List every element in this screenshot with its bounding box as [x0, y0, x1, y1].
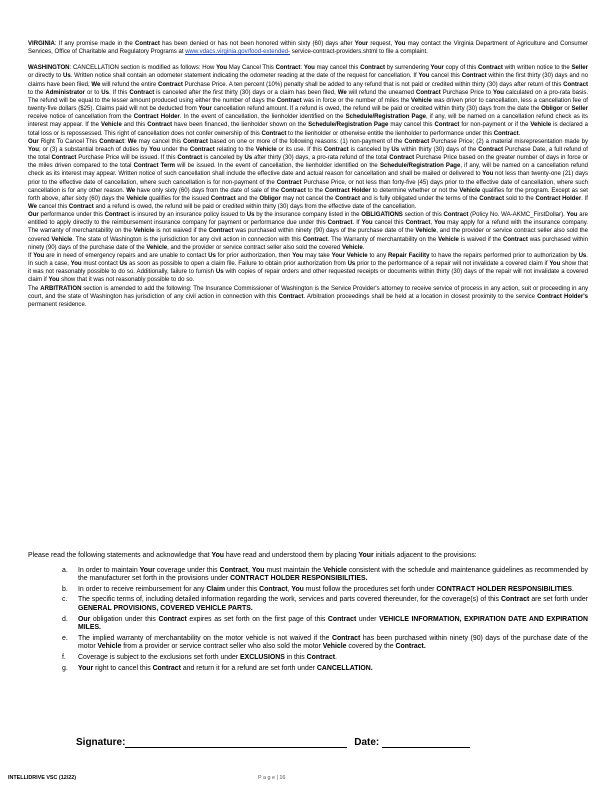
- text-run: was purchased within ninety (90) days of the purchase date of the: [233, 228, 416, 235]
- text-run: initials adjacent to the provisions:: [373, 552, 477, 559]
- text-run: must follow the procedures set forth under: [303, 585, 437, 593]
- text-run: .: [518, 130, 521, 137]
- text-run: Vehicle: [133, 228, 155, 235]
- text-run: Contract: [443, 212, 469, 219]
- text-run: cancel this: [36, 203, 69, 210]
- text-run: The: [28, 285, 41, 292]
- footer-form-id: INTELLIDRIVE VSC (12/22): [8, 775, 76, 781]
- text-run: are in need of emergency repairs and are unable to contact: [44, 252, 209, 259]
- text-run: will refund the unearned: [346, 89, 416, 96]
- text-run: Vehicle: [146, 244, 168, 251]
- text-run: , and the provider or service contract seller also sold the covered: [28, 228, 588, 243]
- text-run: sold to the: [504, 195, 536, 202]
- text-run: . If: [581, 195, 588, 202]
- acknowledgement-item: [28, 567, 588, 584]
- text-run: cancel this: [429, 73, 462, 80]
- text-run: Administrator: [45, 89, 86, 96]
- text-run: Contract: [327, 615, 357, 623]
- text-run: ; or (3) a substantial breach of duties by: [38, 146, 150, 153]
- insurance-paragraph: [28, 211, 588, 252]
- text-run: is not waived if the: [154, 228, 209, 235]
- text-run: must maintain the: [264, 566, 324, 574]
- text-run: is declared a total loss or is repossessed. This right of cancellation does not confer ownership of this: [28, 122, 588, 137]
- text-run: .: [362, 244, 365, 251]
- text-run: prior to the performance of a repair will not invalidate a covered claim if: [355, 261, 550, 268]
- text-run: Vehicle: [101, 122, 122, 129]
- text-run: Your: [78, 664, 94, 672]
- text-run: You: [33, 252, 45, 259]
- text-run: In order to maintain: [78, 566, 140, 574]
- text-run: Contract: [276, 97, 302, 104]
- text-run: Please read the following statements and acknowledge that: [28, 552, 212, 559]
- text-run: qualifies for the issued: [147, 195, 211, 202]
- text-run: Contract: [152, 664, 181, 672]
- text-run: Contract: [415, 89, 441, 96]
- footer-page-number: P a g e | 16: [258, 775, 286, 781]
- text-run: will be issued. In the event of cancellation, the lienholder identified on the: [174, 163, 380, 170]
- text-run: Contract: [261, 130, 287, 137]
- text-run: Coverage is subject to the exclusions set forth under: [78, 653, 241, 661]
- text-run: are set forth under: [529, 596, 588, 604]
- text-run: under this: [225, 585, 260, 593]
- text-run: and return it for a refund are set forth under: [180, 664, 317, 672]
- text-run: Contract: [327, 220, 353, 227]
- text-run: Schedule/Registration Page: [379, 163, 461, 170]
- text-run: have been financed, the lienholder shown on the: [172, 122, 309, 129]
- text-run: , if any, will be named on a cancellation refund check as its interest may appear. Written notice of such cancellation shall include the effective date and actual reason for cancellation and shall be mailed or delivered to: [28, 163, 588, 178]
- text-run: was purchased within ninety (90) days of the purchase date of the: [28, 236, 588, 251]
- text-run: and is fully obligated under the terms of the: [359, 195, 480, 202]
- text-run: Us: [244, 155, 253, 162]
- text-run: Vehicle: [341, 244, 363, 251]
- text-run: Seller: [571, 65, 588, 72]
- text-run: Contract: [563, 81, 588, 88]
- text-run: covered by the: [346, 643, 396, 651]
- text-run: service-contract-providers.shtml to file a complaint.: [290, 49, 428, 56]
- text-run: VEHICLE INFORMATION, EXPIRATION DATE AND EXPIRATION MILES.: [78, 615, 589, 632]
- text-run: You: [482, 171, 494, 178]
- text-run: right to cancel this: [93, 664, 153, 672]
- text-run: You: [493, 89, 504, 96]
- text-run: Contract Holder: [133, 114, 180, 121]
- text-run: Seller: [571, 106, 588, 113]
- text-run: Contract: [323, 146, 349, 153]
- virginia-paragraph: [28, 40, 588, 56]
- text-run: Contract: [389, 155, 415, 162]
- text-run: may cancel this: [136, 138, 183, 145]
- text-run: :: [124, 138, 128, 145]
- text-run: CANCELLATION.: [316, 664, 373, 672]
- text-run: Us: [215, 269, 224, 276]
- text-run: Contract: [68, 203, 94, 210]
- text-run: from a provider or service contract seller who also sold the motor: [121, 643, 323, 651]
- text-run: Contract: [502, 236, 528, 243]
- text-run: . In such a case,: [28, 252, 588, 268]
- text-run: or its use. If this: [276, 146, 324, 153]
- text-run: has been denied or has not been honored within sixty (60) days after: [159, 41, 355, 47]
- text-run: show that it was not reasonably possible to do so.: [59, 277, 195, 284]
- text-run: Us: [347, 261, 356, 268]
- text-run: with copies of repair orders and other requested receipts or documents within thirty (30) days of the repair will not invalidate a covered claim if: [28, 269, 589, 284]
- text-run: You: [566, 212, 578, 219]
- text-run: under the: [160, 146, 190, 153]
- text-run: Contract: [306, 653, 336, 661]
- acknowledgement-list: [28, 567, 588, 674]
- text-run: Us: [119, 261, 128, 268]
- text-run: Your: [358, 552, 374, 559]
- text-run: Contract.: [395, 643, 426, 651]
- acknowledgement-item: [28, 665, 588, 674]
- text-run: Purchase Price; (2) a material misrepresentation made by: [429, 138, 588, 145]
- text-run: and a refund is owed, the refund will be paid or credited within thirty (30) days from the effective date of the cancellation.: [93, 203, 417, 210]
- text-run: You: [361, 220, 373, 227]
- text-run: or to: [85, 89, 102, 96]
- text-run: Vehicle: [255, 146, 277, 153]
- text-run: to the: [305, 187, 325, 194]
- text-run: VIRGINIA: [28, 41, 55, 47]
- text-run: or directly to: [28, 73, 63, 80]
- text-run: Contract: [276, 179, 302, 186]
- text-run: permanent residence.: [28, 301, 87, 308]
- text-run: We: [127, 138, 137, 145]
- text-run: Us: [391, 146, 400, 153]
- text-run: Obligor: [541, 106, 563, 113]
- text-run: . The state of Washington is the jurisdiction for any civil action in connection with this: [72, 236, 303, 243]
- text-run: to any: [367, 252, 388, 259]
- text-run: was driven prior to cancellation, less a cancellation fee of twenty-five dollars ($25). Claims paid will not be deducted from: [28, 97, 588, 113]
- acknowledgement-item: [28, 654, 588, 663]
- text-run: Contract: [189, 146, 215, 153]
- text-run: Contract: [177, 155, 203, 162]
- text-run: Contract: [259, 585, 288, 593]
- text-run: cancellation refund amount. If a refund is owed, the refund will be paid or credited within thirty (30) days from the date the: [211, 106, 542, 113]
- text-run: CONTRACT HOLDER RESPONSIBILITIES: [436, 585, 572, 593]
- text-run: .: [571, 585, 574, 593]
- text-run: Us: [208, 252, 216, 259]
- text-run: by surrendering: [385, 65, 431, 72]
- text-run: Contract: [278, 293, 304, 300]
- text-run: Contract Holder: [535, 195, 582, 202]
- text-run: Us: [101, 89, 110, 96]
- text-run: may cancel this: [388, 122, 435, 129]
- text-run: , if any, will be named on a cancellation refund check as its interest may appear. If the: [28, 114, 588, 129]
- acknowledgement-section: [28, 552, 588, 675]
- acknowledgement-item: [28, 596, 588, 613]
- text-run: Us: [62, 73, 71, 80]
- legal-text: [28, 40, 588, 309]
- text-run: Contract: [478, 146, 504, 153]
- text-run: Contract: [158, 615, 187, 623]
- text-run: You: [216, 65, 228, 72]
- text-run: Contract: [335, 195, 360, 202]
- text-run: Contract: [500, 596, 530, 604]
- text-run: Contract: [479, 195, 505, 202]
- text-run: GENERAL PROVISIONS, COVERED VEHICLE PARTS.: [78, 604, 253, 612]
- text-run: You: [70, 261, 82, 268]
- text-run: Your: [354, 41, 369, 47]
- text-run: Purchase Price to: [440, 89, 493, 96]
- text-run: may contact the Virginia Department of Agriculture and Consumer Services, Office of Charitable and Regulatory Programs at: [28, 41, 588, 56]
- text-run: under: [356, 615, 380, 623]
- text-run: In order to receive reimbursement for any: [78, 585, 207, 593]
- text-run: with written notice to the: [502, 65, 572, 72]
- text-run: Contract: [302, 236, 328, 243]
- text-run: within the first thirty (30) days and no claims have been filed,: [28, 73, 588, 88]
- text-run: Us: [246, 212, 255, 219]
- text-run: or: [562, 106, 572, 113]
- text-run: You: [394, 41, 406, 47]
- text-run: Vehicle: [438, 236, 459, 243]
- text-run: . In the event of cancellation, the lienholder identified on the: [179, 114, 346, 121]
- text-run: for non-payment or if the: [459, 122, 531, 129]
- text-run: Contract: [275, 65, 301, 72]
- text-run: You: [211, 552, 224, 559]
- arbitration-paragraph: [28, 285, 588, 309]
- text-run: You: [549, 261, 561, 268]
- text-run: Vehicle: [411, 97, 432, 104]
- text-run: is waived if the: [458, 236, 503, 243]
- text-run: ARBITRATION: [40, 285, 82, 292]
- text-run: Contract: [405, 220, 431, 227]
- text-run: may apply for a refund with the insurance company. The warranty of merchantability on the: [28, 220, 588, 235]
- text-run: is canceled after the first thirty (30) days or a claim has been filed,: [154, 89, 338, 96]
- text-run: and the: [235, 195, 260, 202]
- text-run: Repair Facility: [387, 252, 430, 259]
- text-run: and this: [121, 122, 148, 129]
- text-run: consistent with the schedule and maintenance guidelines as recommended by the manufacturer set forth in the provisions under: [78, 566, 588, 583]
- text-run: have only sixty (60) days from the date of sale of the: [135, 187, 281, 194]
- text-run: Vehicle: [530, 122, 552, 129]
- text-run: . The Warranty of merchantability on the: [327, 236, 439, 243]
- text-run: was in force or the number of miles the: [301, 97, 412, 104]
- text-run: Contract Term: [133, 163, 175, 170]
- text-run: is canceled by: [348, 146, 392, 153]
- item-marker: f.: [62, 653, 66, 661]
- text-run: to have the repairs performed prior to authorization by: [429, 252, 579, 259]
- text-run: Contract: [493, 130, 519, 137]
- website-link[interactable]: www.vdacs.virginia.gov/food-extended-: [185, 49, 291, 56]
- text-run: : CANCELLATION section is modified as follows: How: [69, 65, 217, 72]
- text-run: not less than twenty-one (21) days prior to the effective date of cancellation, where such cancellation is for non-payment of the: [28, 171, 588, 186]
- text-run: You: [434, 220, 446, 227]
- text-run: Purchase Date, a full refund of the total: [28, 146, 588, 162]
- text-run: (Policy No. WA-AKMC_FirstDollar).: [468, 212, 567, 219]
- text-run: Right To Cancel This: [38, 138, 100, 145]
- acknowledgement-item: [28, 586, 588, 595]
- text-run: request,: [368, 41, 395, 47]
- text-run: expires as set forth on the first page of this: [186, 615, 328, 623]
- text-run: copy of this: [443, 65, 479, 72]
- text-run: Your Vehicle: [331, 252, 368, 259]
- text-run: is insured by an insurance policy issued to: [129, 212, 247, 219]
- item-marker: b.: [62, 585, 68, 593]
- text-run: ,: [430, 220, 435, 227]
- text-run: Vehicle: [459, 187, 481, 194]
- text-run: Claim: [206, 585, 226, 593]
- text-run: Our: [28, 212, 39, 219]
- text-run: Contract: [478, 65, 503, 72]
- text-run: Contract: [135, 41, 160, 47]
- text-run: Contract: [219, 566, 248, 574]
- text-run: Your: [430, 65, 444, 72]
- our-right-to-cancel-paragraph: [28, 138, 588, 211]
- text-run: obligation under this: [90, 615, 159, 623]
- text-run: ,: [287, 585, 292, 593]
- text-run: as soon as possible to open a claim file. Failure to obtain prior authorization from: [127, 261, 348, 268]
- item-marker: a.: [62, 566, 68, 574]
- text-run: for prior authorization, then: [215, 252, 293, 259]
- text-run: WASHINGTON: [28, 65, 70, 72]
- text-run: relating to the: [214, 146, 256, 153]
- acknowledgement-item: [28, 635, 588, 652]
- text-run: Contract: [331, 634, 361, 642]
- text-run: , and the provider or service contract seller also sold the covered: [167, 244, 342, 251]
- text-run: We: [337, 89, 347, 96]
- text-run: cancel this: [372, 220, 406, 227]
- text-run: may take: [303, 252, 332, 259]
- text-run: You: [251, 566, 265, 574]
- text-run: . Arbitration proceedings shall be held at a location in closest proximity to the service: [303, 293, 538, 300]
- text-run: The specific terms of, including detailed information regarding the work, services and parts covered thereunder, for the coverage(s) of this: [78, 596, 501, 604]
- text-run: calculated on a pro-rata basis. The refund will be equal to the lesser amount produced using either the number of days the: [28, 89, 589, 104]
- text-run: will refund the entire: [100, 81, 158, 88]
- text-run: by the insurance company listed in the: [254, 212, 362, 219]
- text-run: You: [292, 252, 304, 259]
- text-run: receive notice of cancellation from the: [28, 114, 134, 121]
- text-run: Us: [578, 252, 587, 259]
- item-marker: g.: [62, 664, 68, 672]
- text-run: Contract: [208, 228, 234, 235]
- text-run: Contract: [147, 122, 173, 129]
- text-run: OBLIGATIONS: [361, 212, 403, 219]
- text-run: Contract: [99, 138, 125, 145]
- text-run: You: [418, 73, 430, 80]
- text-run: You: [303, 65, 315, 72]
- text-run: .: [335, 653, 337, 661]
- text-run: after thirty (30) days, a pro-rata refund of the total: [252, 155, 390, 162]
- text-run: Contract: [104, 212, 130, 219]
- text-run: ,: [247, 566, 252, 574]
- text-run: : If any promise made in the: [54, 41, 136, 47]
- item-marker: c.: [62, 596, 68, 604]
- text-run: . Written notice shall contain an odometer statement indicating the odometer reading at the date of the request for cancellation. If: [70, 73, 419, 80]
- text-run: based on one or more of the following reasons: (1) non-payment of the: [207, 138, 405, 145]
- text-run: . If: [352, 220, 362, 227]
- text-run: section of this: [402, 212, 444, 219]
- text-run: Contract: [404, 138, 430, 145]
- text-run: CONTRACT HOLDER RESPONSIBILITIES.: [230, 575, 368, 583]
- signature-label: Signature:: [76, 737, 126, 748]
- text-run: Contract: [360, 65, 385, 72]
- text-run: Vehicle: [322, 643, 347, 651]
- text-run: to determine whether or not the: [370, 187, 460, 194]
- text-run: You: [149, 146, 161, 153]
- text-run: must contact: [81, 261, 120, 268]
- text-run: Your: [139, 566, 155, 574]
- text-run: We: [91, 81, 101, 88]
- text-run: Vehicle: [97, 643, 122, 651]
- text-run: performance under this: [38, 212, 105, 219]
- text-run: . If this: [109, 89, 130, 96]
- text-run: may not cancel the: [280, 195, 336, 202]
- acknowledgement-intro: [28, 552, 588, 561]
- text-run: Schedule/Registration Page: [308, 122, 389, 129]
- text-run: Vehicle: [415, 228, 437, 235]
- text-run: We: [126, 187, 136, 194]
- text-run: The implied warranty of merchantability on the motor vehicle is not waived if the: [78, 634, 332, 642]
- text-run: Your: [198, 106, 212, 113]
- text-run: within thirty (30) days of the: [399, 146, 479, 153]
- text-run: may cancel this: [314, 65, 361, 72]
- text-run: Schedule/Registration Page: [345, 114, 427, 121]
- text-run: show that it was not reasonably possible to do so. Additionally, failure to furnish: [28, 261, 589, 276]
- text-run: Purchase Price. A ten percent (10%) penalty shall be added to any refund that is not paid or credited within thirty (30) days after return of this: [182, 81, 564, 88]
- date-label: Date:: [354, 737, 380, 748]
- text-run: qualifies for the program. Except as set forth above, after sixty (60) days the: [28, 187, 588, 202]
- signature-area: [76, 737, 470, 748]
- text-run: Contract: [51, 155, 77, 162]
- text-run: has been purchased within ninety (90) days of the purchase date of the motor: [78, 634, 588, 651]
- text-run: Purchase Price, or not less than forty-five (45) days prior to the effective date of cancellation, where such cancellation is for any other reason.: [28, 179, 588, 194]
- text-run: Contract Holder: [324, 187, 371, 194]
- text-run: to the lienholder or otherwise entitle the lienholder to performance under this: [286, 130, 494, 137]
- text-run: are entitled to apply directly to the reimbursement insurance company for payment or performance due under this: [28, 212, 588, 227]
- text-run: have read and understood them by placing: [224, 552, 359, 559]
- item-marker: e.: [62, 634, 68, 642]
- text-run: to the: [28, 89, 46, 96]
- text-run: Contract: [280, 187, 306, 194]
- text-run: We: [28, 203, 37, 210]
- text-run: Purchase Price will be issued. If this: [76, 155, 178, 162]
- text-run: Vehicle: [323, 566, 347, 574]
- text-run: Contract: [210, 195, 236, 202]
- text-run: Vehicle: [51, 236, 73, 243]
- text-run: Vehicle: [126, 195, 148, 202]
- text-run: in this: [284, 653, 307, 661]
- emergency-repairs-paragraph: [28, 252, 588, 285]
- text-run: EXCLUSIONS: [240, 653, 285, 661]
- washington-paragraph: [28, 64, 588, 137]
- text-run: Contract: [461, 73, 487, 80]
- item-marker: d.: [62, 615, 68, 623]
- text-run: Contract: [129, 89, 155, 96]
- text-run: Our: [28, 138, 39, 145]
- signature-line[interactable]: [125, 737, 347, 748]
- text-run: Obligor: [259, 195, 281, 202]
- date-line[interactable]: [382, 737, 470, 748]
- text-run: Contract Holder's: [537, 293, 588, 300]
- text-run: section is amended to add the following: The Insurance Commissioner of Washington is the Service Provider's attorney to receive service of process in any action, suit or proceeding in any court, and the state of Washington has jurisdiction of any civil action in connection with this: [28, 285, 589, 300]
- text-run: coverage under this: [154, 566, 220, 574]
- text-run: Contract: [158, 81, 183, 88]
- text-run: You: [291, 585, 304, 593]
- text-run: Contract: [182, 138, 208, 145]
- text-run: :: [300, 65, 304, 72]
- text-run: Our: [78, 615, 91, 623]
- text-run: You: [28, 146, 39, 153]
- acknowledgement-item: [28, 616, 588, 633]
- text-run: May Cancel This: [227, 65, 276, 72]
- text-run: is canceled by: [202, 155, 245, 162]
- text-run: You: [48, 277, 60, 284]
- text-run: Purchase Price based on the greater number of days in force or the miles driven compared to the total: [28, 155, 588, 170]
- text-run: If: [28, 252, 34, 259]
- text-run: Contract: [434, 122, 460, 129]
